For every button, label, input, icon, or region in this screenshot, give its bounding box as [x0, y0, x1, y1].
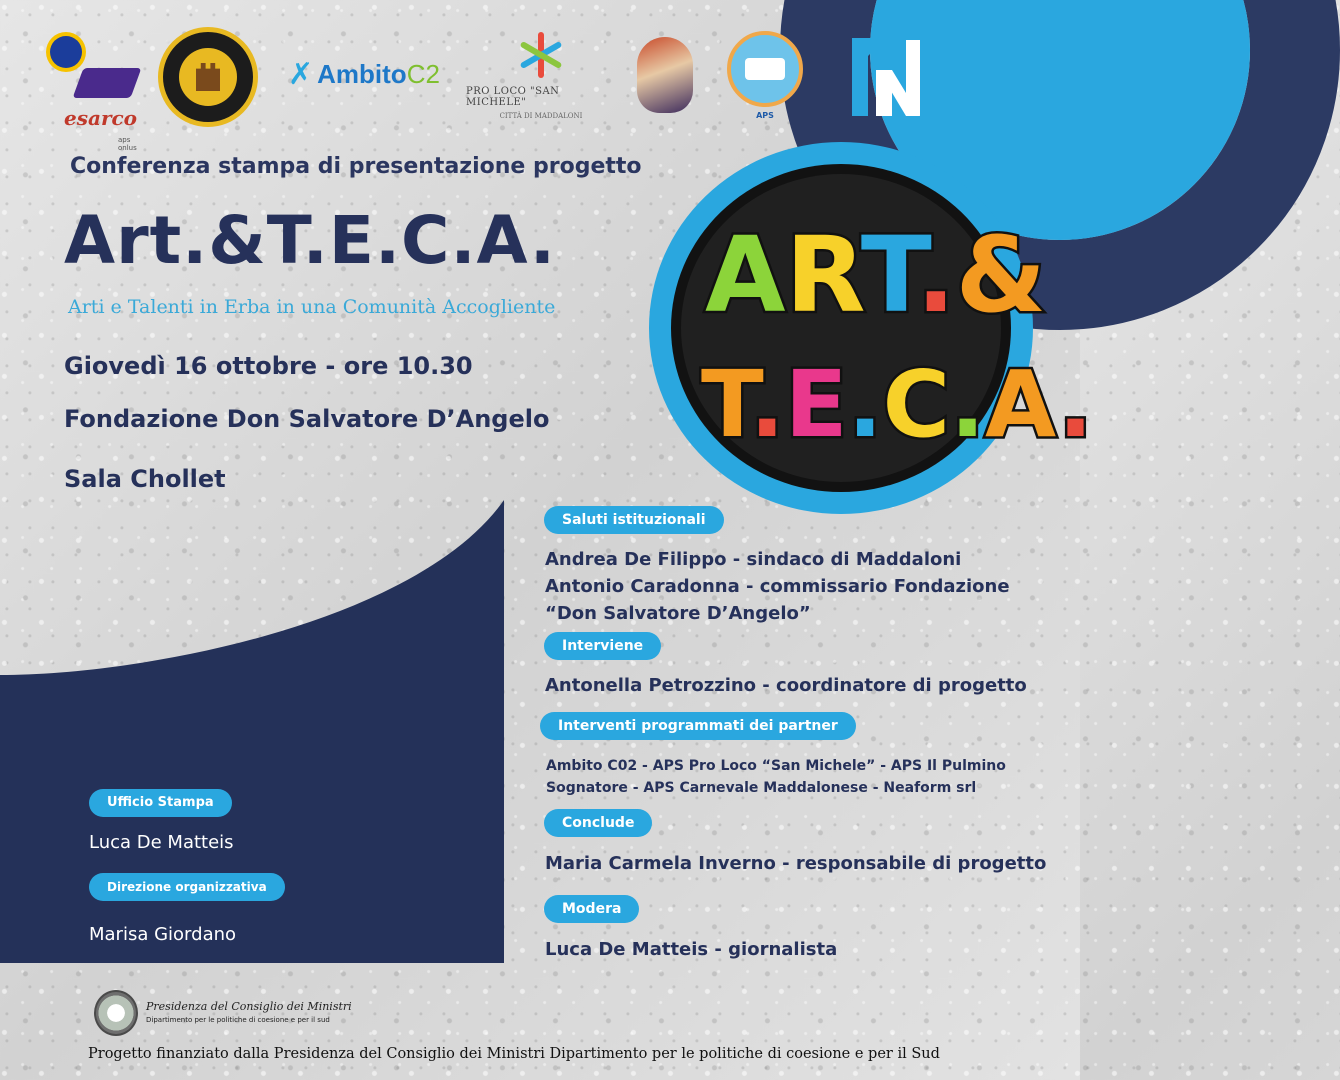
pro-loco-city: CITTÀ DI MADDALONI [499, 112, 583, 120]
ambito-c2-logo [288, 54, 444, 94]
ambito-logo-suffix: C2 [406, 58, 440, 89]
event-room: Sala Chollet [64, 465, 226, 493]
direzione-name: Marisa Giordano [89, 924, 237, 945]
people-star-icon [518, 32, 564, 78]
pulmino-sognatore-logo [722, 26, 808, 124]
esarco-logo-subtext: aps onlus [118, 136, 137, 152]
conference-heading: Conferenza stampa di presentazione progetto [70, 154, 642, 179]
modera-line-1: Luca De Matteis - giornalista [545, 939, 838, 960]
interviene-line-1: Antonella Petrozzino - coordinatore di progetto [545, 675, 1027, 696]
ufficio-stampa-name: Luca De Matteis [89, 832, 234, 853]
esarco-logo [44, 28, 137, 152]
neaform-logo [846, 30, 926, 120]
italian-republic-emblem-icon [94, 990, 138, 1036]
main-logo-line1: ART.& [705, 214, 1047, 336]
partner-line-1: Ambito C02 - APS Pro Loco “San Michele” - APS Il Pulmino [546, 758, 1006, 774]
ufficio-stampa-label: Ufficio Stampa [89, 789, 232, 817]
project-subtitle: Arti e Talenti in Erba in una Comunità Accogliente [68, 296, 556, 318]
event-date: Giovedì 16 ottobre - ore 10.30 [64, 352, 473, 380]
pro-loco-name: PRO LOCO "SAN MICHELE" [466, 86, 560, 108]
conclude-label: Conclude [544, 809, 652, 837]
art-teca-main-logo [643, 136, 1093, 520]
footer-funding-note: Progetto finanziato dalla Presidenza del Consiglio dei Ministri Dipartimento per le politiche di coesione e per il Sud [88, 1046, 940, 1062]
footer-presidenza: Presidenza del Consiglio dei Ministri [146, 1000, 352, 1013]
bus-icon [745, 58, 785, 80]
tower-icon [196, 63, 220, 91]
sun-icon [50, 36, 82, 68]
pulmino-aps-label: APS [756, 110, 774, 120]
main-logo-line2: T.E.C.A. [701, 351, 1093, 458]
maddaloni-logo [158, 27, 258, 127]
saluti-line-3: “Don Salvatore D’Angelo” [545, 603, 811, 624]
esarco-logo-text: esarco [64, 106, 137, 130]
carnival-mask-icon [637, 37, 693, 113]
project-title: Art.&T.E.C.A. [64, 202, 556, 279]
carnevale-logo [630, 28, 700, 122]
saluti-line-2: Antonio Caradonna - commissario Fondazione [545, 576, 1010, 597]
pro-loco-logo [466, 30, 616, 122]
saluti-label: Saluti istituzionali [544, 506, 724, 534]
ambito-logo-prefix: Ambito [317, 58, 407, 89]
interviene-label: Interviene [544, 632, 661, 660]
footer-dipartimento: Dipartimento per le politiche di coesione e per il sud [146, 1016, 330, 1024]
maddaloni-seal [179, 48, 237, 106]
road-icon [73, 68, 142, 98]
saluti-line-1: Andrea De Filippo - sindaco di Maddaloni [545, 549, 962, 570]
modera-label: Modera [544, 895, 639, 923]
conclude-line-1: Maria Carmela Inverno - responsabile di progetto [545, 853, 1047, 874]
neaform-n-icon [846, 30, 926, 120]
event-venue: Fondazione Don Salvatore D’Angelo [64, 405, 550, 433]
pulmino-circle [727, 31, 803, 107]
partner-label: Interventi programmati dei partner [540, 712, 856, 740]
direzione-label: Direzione organizzativa [89, 873, 285, 901]
figure-icon: ✗ [288, 56, 314, 92]
partner-line-2: Sognatore - APS Carnevale Maddalonese - Neaform srl [546, 780, 977, 796]
